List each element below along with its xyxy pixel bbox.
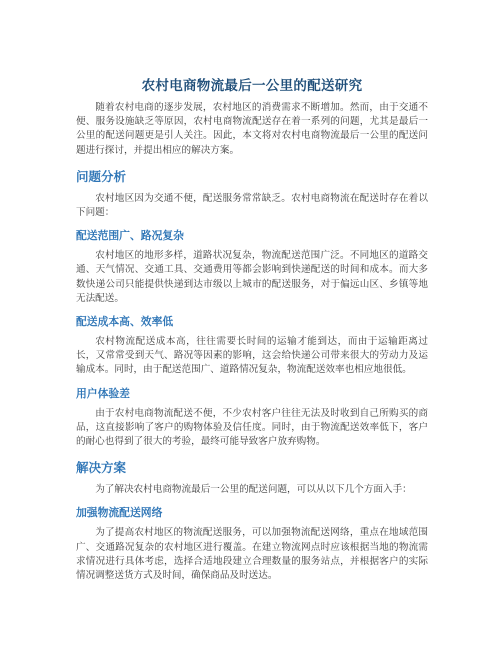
subsection-heading-network: 加强物流配送网络 <box>76 506 163 520</box>
subsection-heading-user-experience: 用户体验差 <box>76 386 130 400</box>
section-paragraph: 农村地区因为交通不便，配送服务常常缺乏。农村电商物流在配送时存在着以下问题： <box>76 192 428 219</box>
subsection-paragraph: 农村物流配送成本高，往往需要长时间的运输才能到达，而由于运输距离过长，又常常受到天气、路况等因素的影响，这会给快递公司带来很大的劳动力及运输成本。同时，由于配送范围广、道路情况复杂，物流配送效率也相应地很低。 <box>76 336 428 376</box>
subsection-paragraph: 由于农村电商物流配送不便，不少农村客户往往无法及时收到自己所购买的商品，这直接影响了客户的购物体验及信任度。同时，由于物流配送效率低下，客户的耐心也得到了很大的考验，最终可能导致客户放弃购物。 <box>76 407 428 448</box>
subsection-paragraph: 农村地区的地形多样，道路状况复杂，物流配送范围广泛。不同地区的道路交通、天气情况、交通工具、交通费用等都会影响到快递配送的时间和成本。而大多数快递公司只能提供快递到达市级以上城市的配送服务，对于偏远山区、乡镇等地无法配送。 <box>76 250 428 304</box>
section-heading-problem-analysis: 问题分析 <box>76 168 127 184</box>
subsection-heading-high-cost: 配送成本高、效率低 <box>76 315 174 329</box>
subsection-paragraph: 为了提高农村地区的物流配送服务，可以加强物流配送网络，重点在地域范围广、交通路况复杂的农村地区进行覆盖。在建立物流网点时应该根据当地的物流需求情况进行具体考虑，选择合适地段建立合理数量的服务站点，并根据客户的实际情况调整送货方式及时间，确保商品及时送达。 <box>76 527 428 582</box>
intro-paragraph: 随着农村电商的逐步发展，农村地区的消费需求不断增加。然而，由于交通不便、服务设施缺乏等原因，农村电商物流配送存在着一系列的问题，尤其是最后一公里的配送问题更是引人关注。因此，本文将对农村电商物流最后一公里的配送问题进行探讨，并提出相应的解决方案。 <box>76 102 428 156</box>
document-title: 农村电商物流最后一公里的配送研究 <box>141 78 363 94</box>
section-heading-solutions: 解决方案 <box>76 460 127 476</box>
section-paragraph: 为了解决农村电商物流最后一公里的配送问题，可以从以下几个方面入手： <box>95 484 412 496</box>
subsection-heading-wide-range: 配送范围广、路况复杂 <box>76 229 184 243</box>
